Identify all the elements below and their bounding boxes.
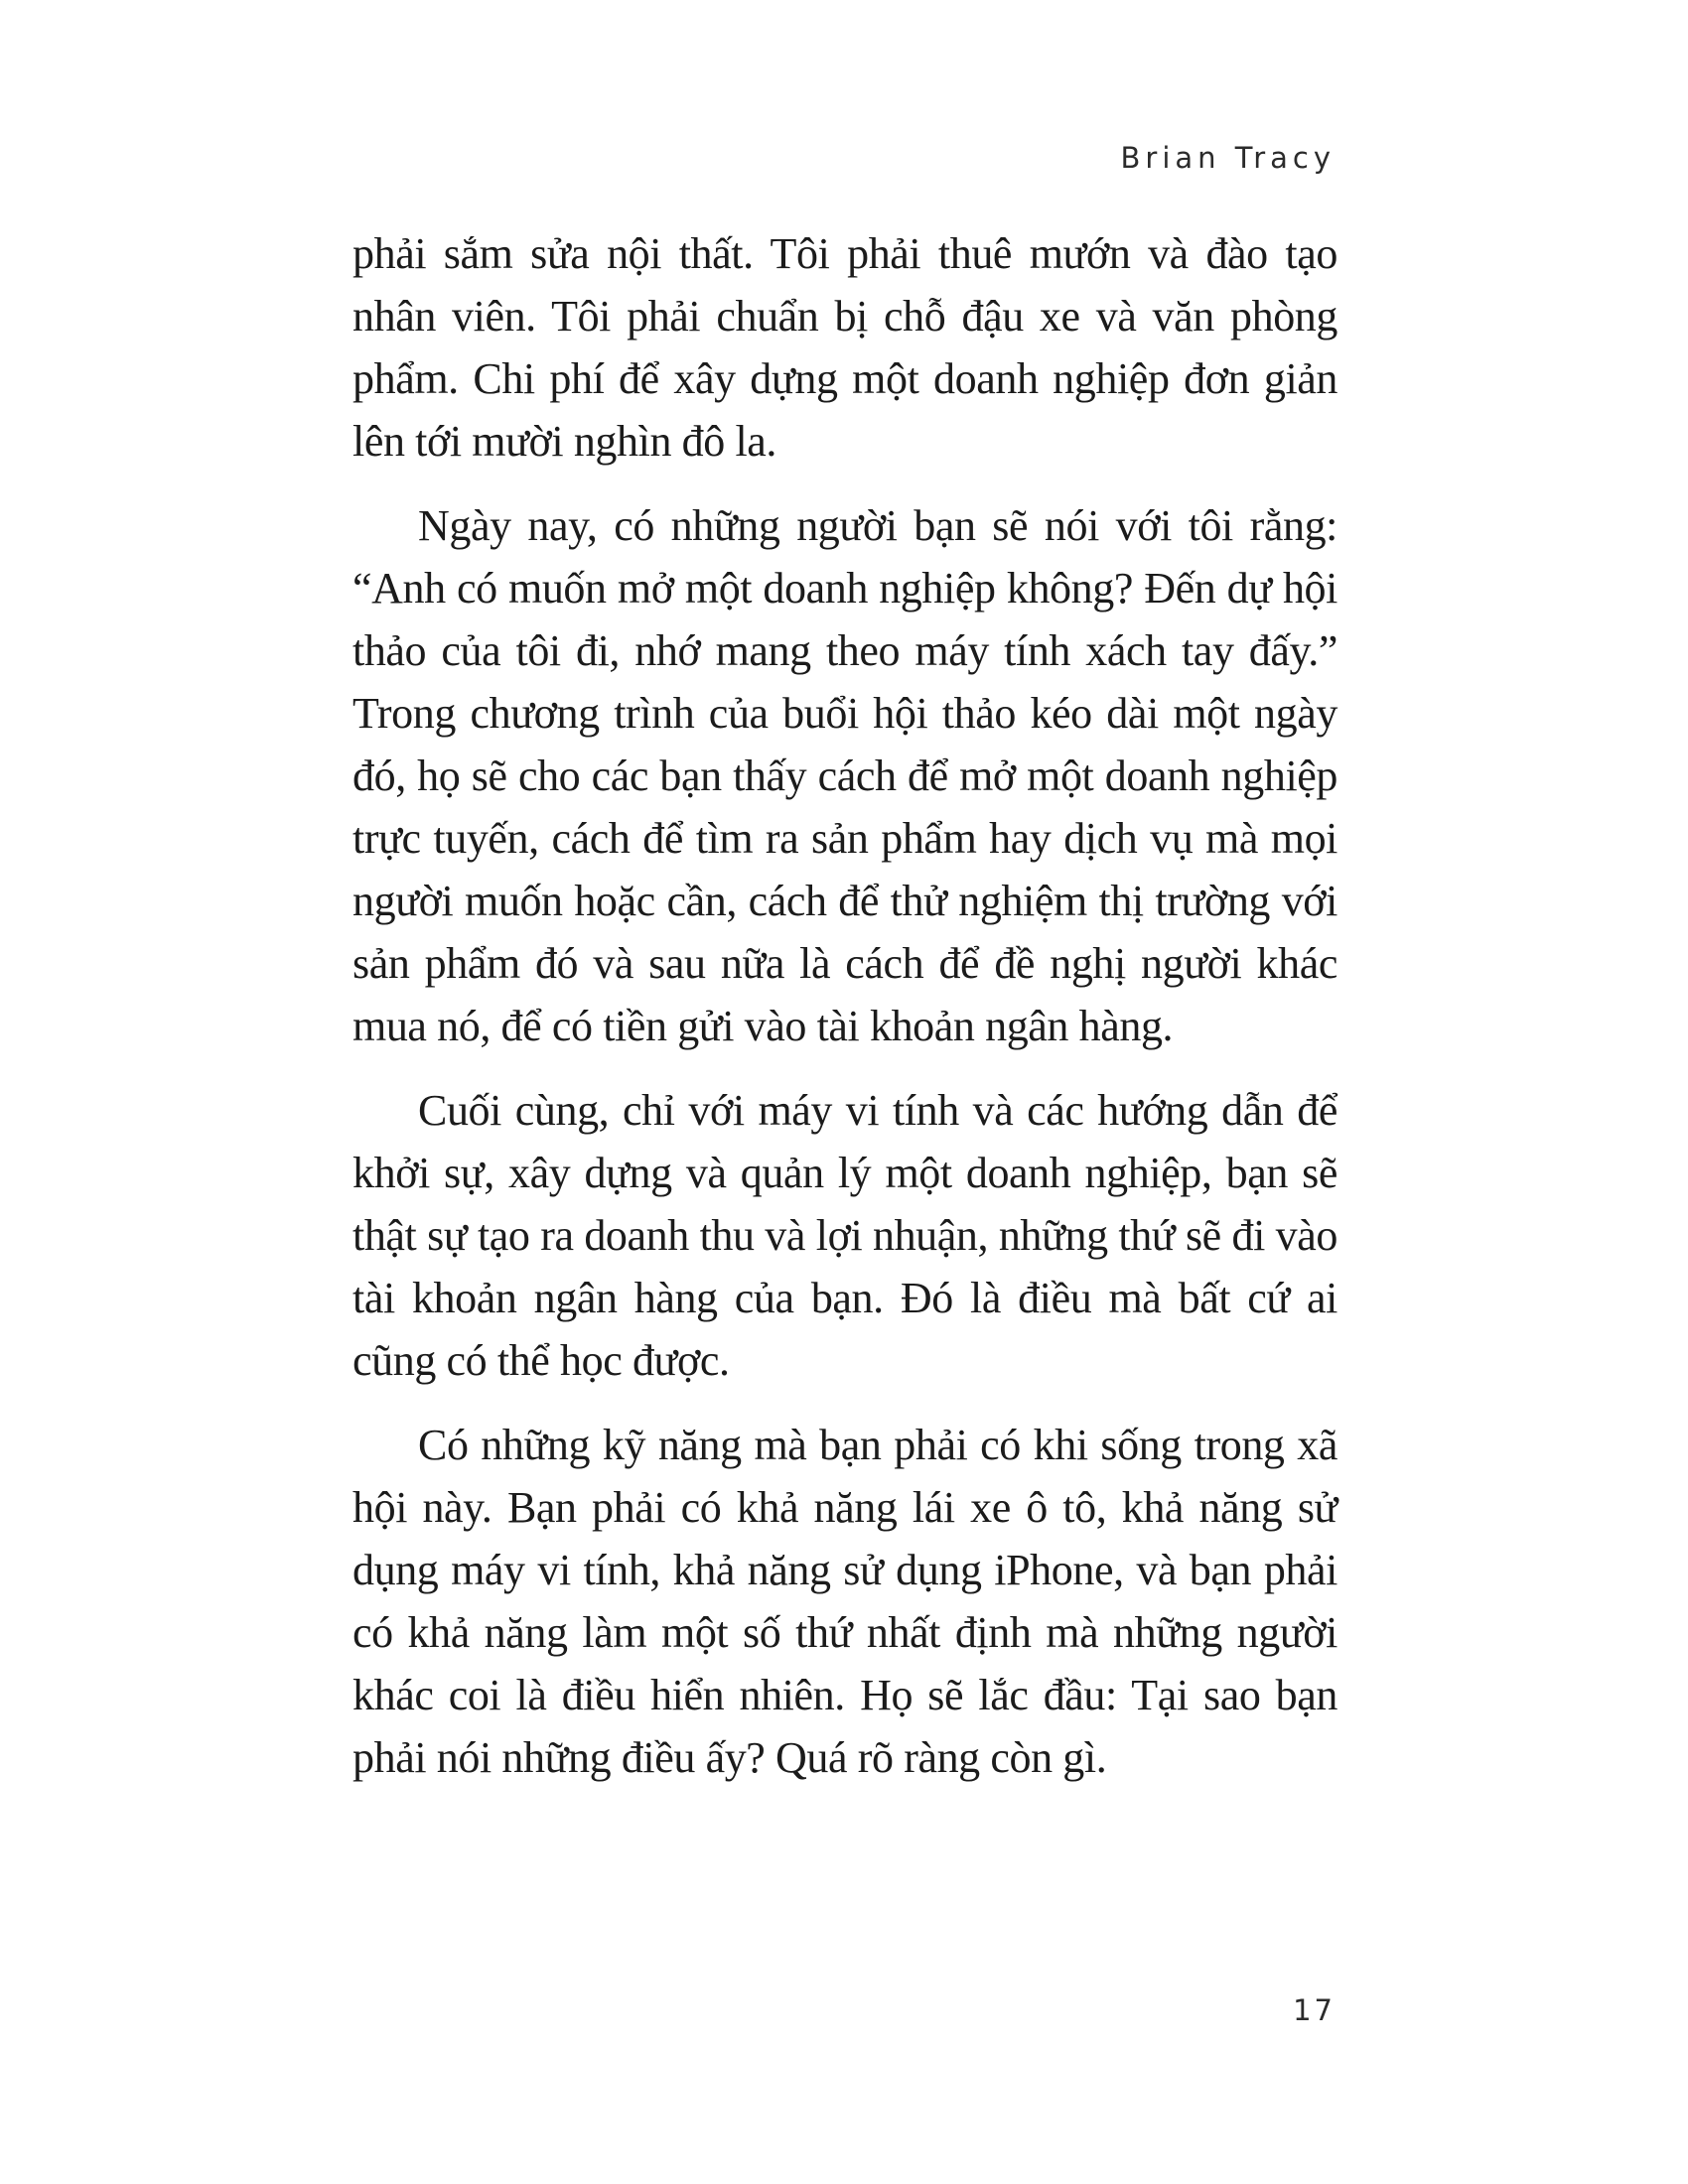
body-text [352, 222, 1337, 1811]
paragraph: Ngày nay, có những người bạn sẽ nói với tôi rằng: “Anh có muốn mở một doanh nghiệp không? Đến dự hội thảo của tôi đi, nhớ mang theo máy tính xách tay đấy.” Trong chương trình của buổi hội thảo kéo dài một ngày đó, họ sẽ cho các bạn thấy cách để mở một doanh nghiệp trực tuyến, cách để tìm ra sản phẩm hay dịch vụ mà mọi người muốn hoặc cần, cách để thử nghiệm thị trường với sản phẩm đó và sau nữa là cách để đề nghị người khác mua nó, để có tiền gửi vào tài khoản ngân hàng. [352, 501, 1337, 1050]
running-header: Brian Tracy [1120, 141, 1336, 175]
paragraph: Cuối cùng, chỉ với máy vi tính và các hướng dẫn để khởi sự, xây dựng và quản lý một doanh nghiệp, bạn sẽ thật sự tạo ra doanh thu và lợi nhuận, những thứ sẽ đi vào tài khoản ngân hàng của bạn. Đó là điều mà bất cứ ai cũng có thể học được. [352, 1086, 1337, 1385]
paragraph: phải sắm sửa nội thất. Tôi phải thuê mướn và đào tạo nhân viên. Tôi phải chuẩn bị chỗ đậu xe và văn phòng phẩm. Chi phí để xây dựng một doanh nghiệp đơn giản lên tới mười nghìn đô la. [352, 229, 1337, 466]
paragraph: Có những kỹ năng mà bạn phải có khi sống trong xã hội này. Bạn phải có khả năng lái xe ô tô, khả năng sử dụng máy vi tính, khả năng sử dụng iPhone, và bạn phải có khả năng làm một số thứ nhất định mà những người khác coi là điều hiển nhiên. Họ sẽ lắc đầu: Tại sao bạn phải nói những điều ấy? Quá rõ ràng còn gì. [352, 1421, 1337, 1782]
page-number: 17 [1293, 1993, 1336, 2027]
